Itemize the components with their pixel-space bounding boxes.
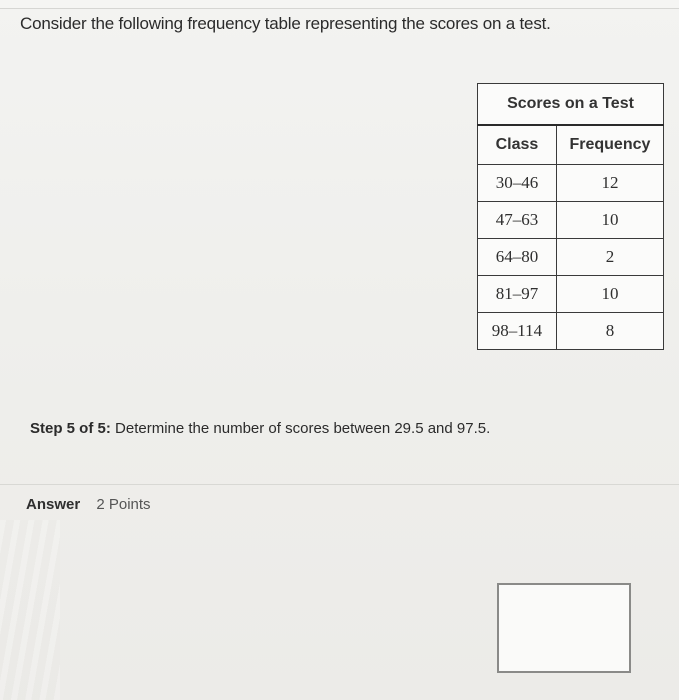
question-prompt: Consider the following frequency table representing the scores on a test. xyxy=(20,14,551,33)
class-cell: 30–46 xyxy=(478,165,557,202)
frequency-cell: 8 xyxy=(556,313,663,350)
table-row xyxy=(478,239,664,276)
answer-label: Answer xyxy=(26,496,81,513)
photo-glare xyxy=(0,520,60,700)
frequency-cell: 10 xyxy=(556,202,663,239)
table-caption: Scores on a Test xyxy=(478,84,664,126)
table-row xyxy=(478,165,664,202)
top-divider xyxy=(0,0,679,9)
header-class: Class xyxy=(478,125,557,165)
table-caption-row xyxy=(478,84,664,126)
header-frequency: Frequency xyxy=(556,125,663,165)
table-header-row xyxy=(478,125,664,165)
class-cell: 98–114 xyxy=(478,313,557,350)
step-text: Determine the number of scores between 29.5 and 97.5. xyxy=(115,420,491,437)
frequency-cell: 10 xyxy=(556,276,663,313)
answer-header xyxy=(26,496,151,513)
frequency-cell: 2 xyxy=(556,239,663,276)
class-cell: 47–63 xyxy=(478,202,557,239)
section-divider xyxy=(0,484,679,485)
table-row xyxy=(478,276,664,313)
class-cell: 81–97 xyxy=(478,276,557,313)
frequency-cell: 12 xyxy=(556,165,663,202)
table-row xyxy=(478,313,664,350)
step-label: Step 5 of 5: xyxy=(30,420,111,437)
answer-input-box[interactable] xyxy=(497,583,631,673)
points-value: 2 Points xyxy=(96,496,151,513)
step-instruction xyxy=(30,420,490,437)
frequency-table xyxy=(477,83,664,350)
class-cell: 64–80 xyxy=(478,239,557,276)
table-row xyxy=(478,202,664,239)
